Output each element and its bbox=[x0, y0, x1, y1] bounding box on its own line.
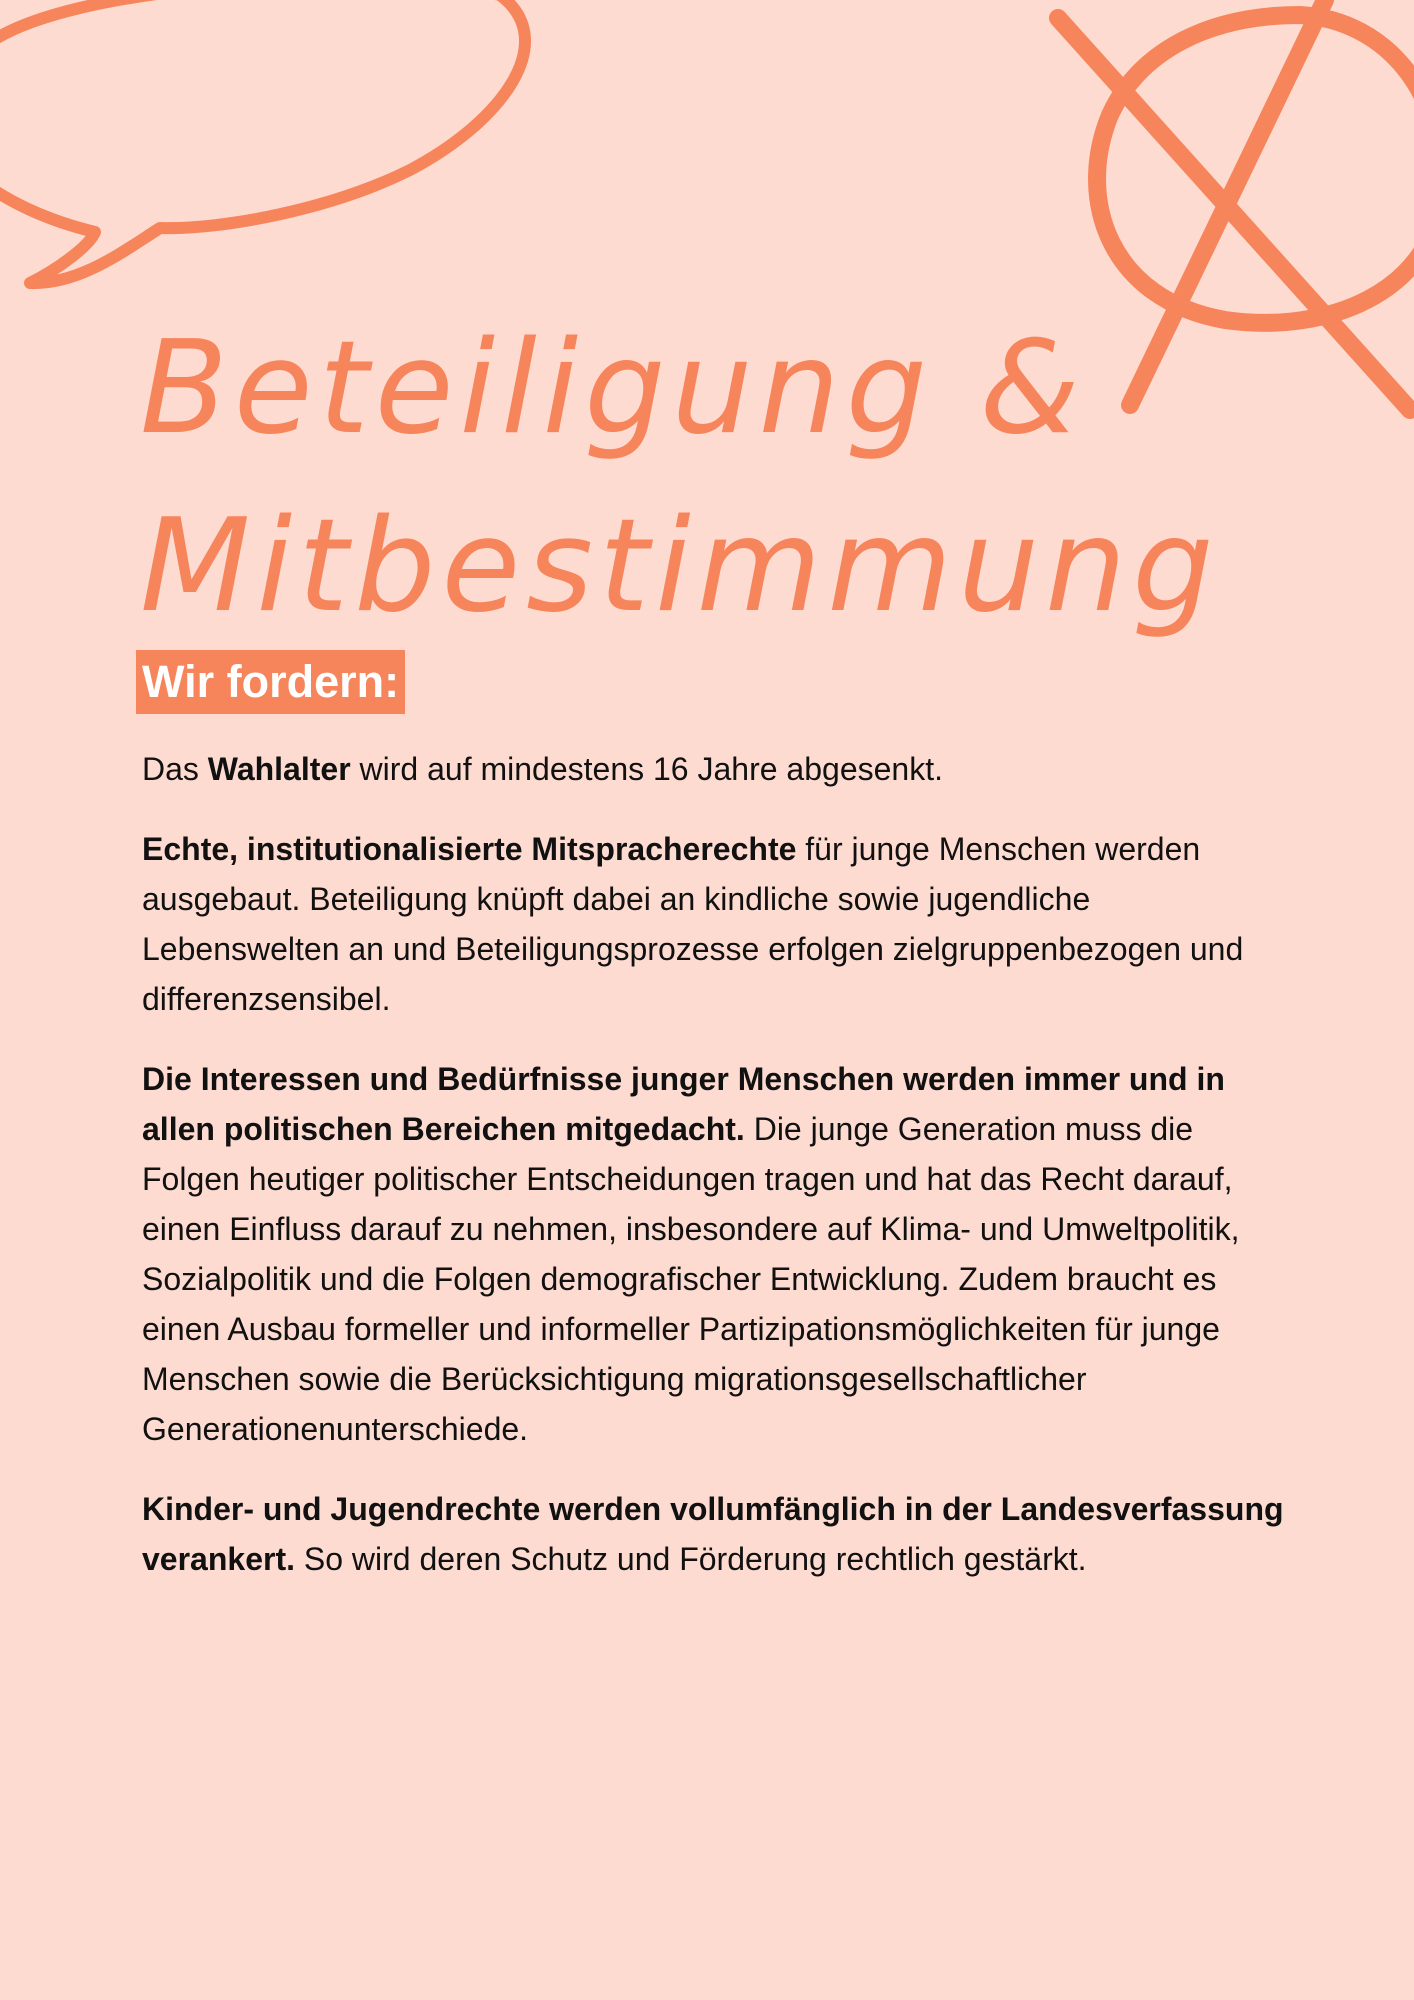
paragraph-text: Das bbox=[142, 751, 208, 787]
paragraph-text: So wird deren Schutz und Förderung rechtlich gestärkt. bbox=[294, 1541, 1087, 1577]
demands-badge: Wir fordern: bbox=[136, 650, 405, 714]
paragraph-text: Die junge Generation muss die Folgen heutiger politischer Entscheidungen tragen und hat das Recht darauf, einen Einfluss darauf zu nehmen, insbesondere auf Klima- und Umweltpolitik, Sozialpolitik und die Folgen demografischer Entwicklung. Zudem braucht es einen Ausbau formeller und informeller Partizipationsmöglichkeiten für junge Menschen sowie die Berücksichtigung migrationsgesellschaftlicher Generationenunterschiede. bbox=[142, 1111, 1240, 1447]
paragraph-bold: Wahlalter bbox=[207, 751, 351, 787]
paragraph-bold: Die Interessen und Bedürfnisse junger Menschen werden immer und in allen politischen Bereichen mitgedacht. bbox=[142, 1061, 1225, 1147]
page-title bbox=[140, 300, 1220, 656]
title-line-1: Beteiligung & bbox=[140, 314, 1086, 463]
demands-list bbox=[142, 744, 1292, 1614]
paragraph-text: für junge Menschen werden ausgebaut. Beteiligung knüpft dabei an kindliche sowie jugendliche Lebenswelten an und Beteiligungsprozesse erfolgen zielgruppenbezogen und differenzsensibel. bbox=[142, 831, 1244, 1017]
paragraph-bold: Kinder- und Jugendrechte werden vollumfänglich in der Landesverfassung verankert. bbox=[142, 1491, 1284, 1577]
paragraph-participation-rights bbox=[142, 824, 1292, 1024]
paragraph-text: wird auf mindestens 16 Jahre abgesenkt. bbox=[350, 751, 943, 787]
title-line-2: Mitbestimmung bbox=[140, 492, 1220, 641]
paragraph-voting-age bbox=[142, 744, 1292, 794]
paragraph-interests bbox=[142, 1054, 1292, 1454]
speech-bubble-icon bbox=[0, 0, 525, 283]
paragraph-childrens-rights bbox=[142, 1484, 1292, 1584]
paragraph-bold: Echte, institutionalisierte Mitspracherechte bbox=[142, 831, 797, 867]
